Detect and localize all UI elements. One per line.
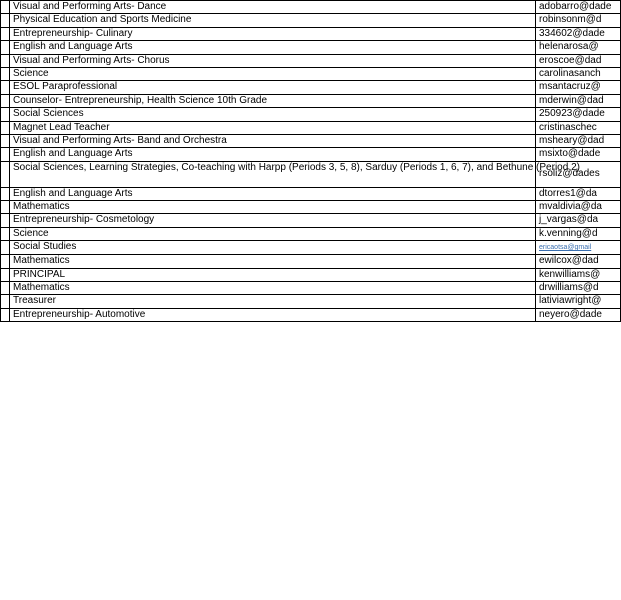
email-cell: j_vargas@da: [536, 214, 621, 227]
subject-cell: ESOL Paraprofessional: [10, 81, 536, 94]
table-row: [1, 81, 621, 94]
table-row: [1, 134, 621, 147]
subject-cell: PRINCIPAL: [10, 268, 536, 281]
subject-cell: Counselor- Entrepreneurship, Health Science 10th Grade: [10, 94, 536, 107]
subject-cell: Entrepreneurship- Automotive: [10, 308, 536, 321]
table-row: [1, 282, 621, 295]
subject-cell: English and Language Arts: [10, 187, 536, 200]
table-row: [1, 308, 621, 321]
subject-cell: English and Language Arts: [10, 41, 536, 54]
email-cell: mderwin@dad: [536, 94, 621, 107]
table-row: [1, 1, 621, 14]
subject-cell: Entrepreneurship- Culinary: [10, 27, 536, 40]
subject-cell: Social Studies: [10, 241, 536, 255]
table-row: [1, 214, 621, 227]
row-margin-cell: [1, 94, 10, 107]
email-cell: neyero@dade: [536, 308, 621, 321]
subject-cell: English and Language Arts: [10, 148, 536, 161]
row-margin-cell: [1, 27, 10, 40]
table-row: [1, 201, 621, 214]
table-row: [1, 268, 621, 281]
table-row: [1, 54, 621, 67]
table-row: [1, 94, 621, 107]
table-row: [1, 108, 621, 121]
email-cell: msixto@dade: [536, 148, 621, 161]
email-cell: carolinasanch: [536, 67, 621, 80]
email-cell: ewilcox@dad: [536, 255, 621, 268]
row-margin-cell: [1, 268, 10, 281]
subject-cell: Visual and Performing Arts- Band and Orchestra: [10, 134, 536, 147]
email-cell: adobarro@dade: [536, 1, 621, 14]
subject-cell: Science: [10, 67, 536, 80]
row-margin-cell: [1, 81, 10, 94]
table-row: [1, 27, 621, 40]
row-margin-cell: [1, 295, 10, 308]
table-row: [1, 121, 621, 134]
row-margin-cell: [1, 241, 10, 255]
table-row: [1, 161, 621, 187]
subject-cell: Treasurer: [10, 295, 536, 308]
subject-cell: Mathematics: [10, 201, 536, 214]
email-cell: helenarosa@: [536, 41, 621, 54]
email-cell: mvaldivia@da: [536, 201, 621, 214]
email-cell: lativiawright@: [536, 295, 621, 308]
table-row: [1, 67, 621, 80]
table-row: [1, 241, 621, 255]
subject-cell: Social Sciences: [10, 108, 536, 121]
table-row: [1, 187, 621, 200]
email-cell: cristinaschec: [536, 121, 621, 134]
subject-cell: Social Sciences, Learning Strategies, Co-teaching with Harpp (Periods 3, 5, 8), Sarduy (Periods 1, 6, 7), and Bethune (Period 2): [10, 161, 536, 187]
email-cell: kenwilliams@: [536, 268, 621, 281]
table-row: [1, 148, 621, 161]
table-row: [1, 255, 621, 268]
email-link[interactable]: ericaotsa@gmail: [539, 244, 592, 252]
email-cell: dtorres1@da: [536, 187, 621, 200]
row-margin-cell: [1, 108, 10, 121]
email-cell: k.venning@d: [536, 227, 621, 240]
email-cell: rsoliz@dades: [536, 161, 621, 187]
row-margin-cell: [1, 14, 10, 27]
row-margin-cell: [1, 67, 10, 80]
subject-cell: Mathematics: [10, 282, 536, 295]
table-row: [1, 295, 621, 308]
email-cell: msheary@dad: [536, 134, 621, 147]
row-margin-cell: [1, 41, 10, 54]
row-margin-cell: [1, 282, 10, 295]
table-row: [1, 41, 621, 54]
row-margin-cell: [1, 121, 10, 134]
subject-cell: Visual and Performing Arts- Dance: [10, 1, 536, 14]
table-row: [1, 14, 621, 27]
row-margin-cell: [1, 227, 10, 240]
email-cell: 334602@dade: [536, 27, 621, 40]
row-margin-cell: [1, 255, 10, 268]
row-margin-cell: [1, 161, 10, 187]
email-cell: [536, 241, 621, 255]
row-margin-cell: [1, 308, 10, 321]
subject-cell: Physical Education and Sports Medicine: [10, 14, 536, 27]
email-cell: drwilliams@d: [536, 282, 621, 295]
email-cell: 250923@dade: [536, 108, 621, 121]
table-row: [1, 227, 621, 240]
subject-cell: Visual and Performing Arts- Chorus: [10, 54, 536, 67]
row-margin-cell: [1, 148, 10, 161]
subject-cell: Entrepreneurship- Cosmetology: [10, 214, 536, 227]
row-margin-cell: [1, 187, 10, 200]
row-margin-cell: [1, 201, 10, 214]
subject-cell: Magnet Lead Teacher: [10, 121, 536, 134]
email-cell: msantacruz@: [536, 81, 621, 94]
row-margin-cell: [1, 134, 10, 147]
row-margin-cell: [1, 214, 10, 227]
subject-cell: Mathematics: [10, 255, 536, 268]
email-cell: eroscoe@dad: [536, 54, 621, 67]
email-cell: robinsonm@d: [536, 14, 621, 27]
row-margin-cell: [1, 1, 10, 14]
subject-cell: Science: [10, 227, 536, 240]
row-margin-cell: [1, 54, 10, 67]
